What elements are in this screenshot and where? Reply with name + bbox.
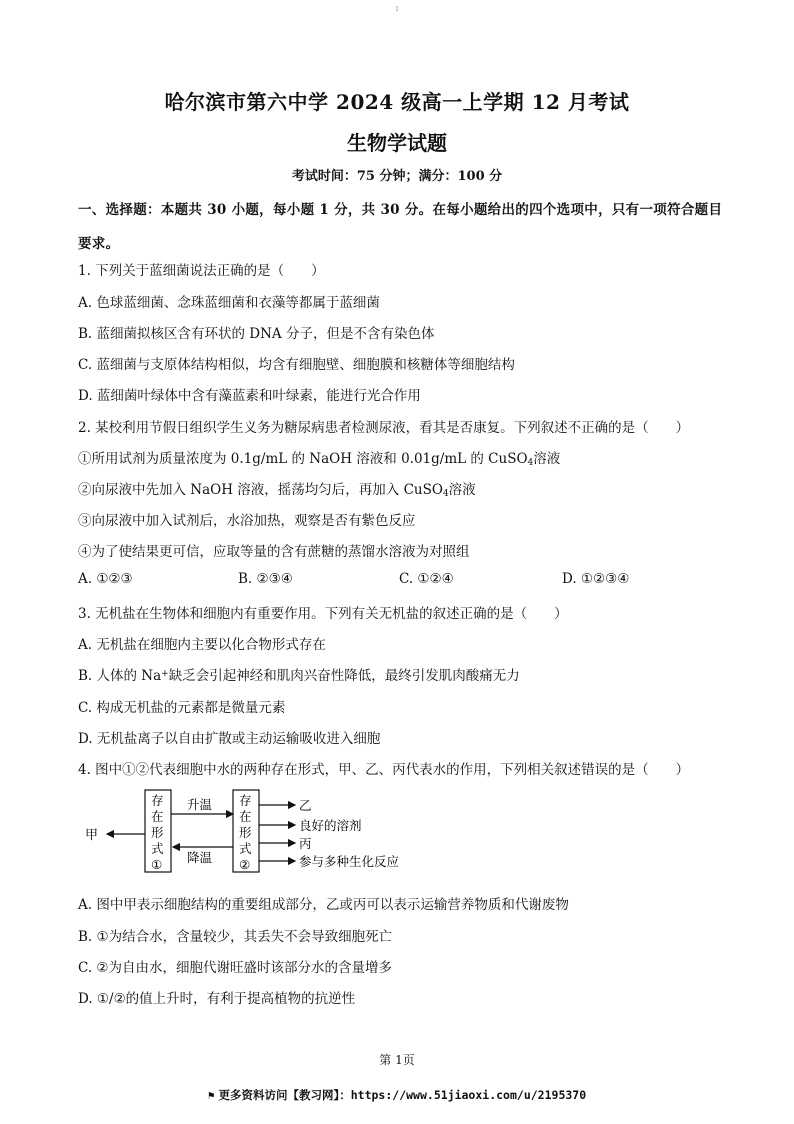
footer-link-text[interactable]: 更多资料访问【教习网】：https://www.51jiaoxi.com/u/2195370	[218, 1088, 587, 1102]
output-yi: 乙	[299, 798, 312, 813]
q2-option-b: B. ②③④	[238, 571, 293, 587]
exam-title: 哈尔滨市第六中学 2024 级高一上学期 12 月考试	[164, 90, 630, 114]
water-form-diagram	[85, 785, 425, 875]
q3-stem: 3. 无机盐在生物体和细胞内有重要作用。下列有关无机盐的叙述正确的是（ ）	[78, 606, 568, 622]
q2-option-a: A. ①②③	[78, 571, 133, 587]
q2-statement-4: ④为了使结果更可信，应取等量的含有蔗糖的蒸馏水溶液为对照组	[78, 544, 470, 560]
q3-option-d: D. 无机盐离子以自由扩散或主动运输吸收进入细胞	[78, 731, 381, 747]
label-cool-down: 降温	[187, 850, 213, 865]
q1-option-b: B. 蓝细菌拟核区含有环状的 DNA 分子，但是不含有染色体	[78, 326, 435, 342]
q4-option-c: C. ②为自由水，细胞代谢旺盛时该部分水的含量增多	[78, 960, 393, 976]
q3-option-c: C. 构成无机盐的元素都是微量元素	[78, 700, 286, 716]
diagram-label-jia: 甲	[85, 828, 99, 843]
page-mark: 1	[395, 6, 399, 13]
output-solvent: 良好的溶剂	[299, 818, 362, 833]
q1-option-a: A. 色球蓝细菌、念珠蓝细菌和衣藻等都属于蓝细菌	[78, 295, 380, 311]
q1-option-c: C. 蓝细菌与支原体结构相似，均含有细胞壁、细胞膜和核糖体等细胞结构	[78, 357, 515, 373]
output-reactions: 参与多种生化反应	[299, 854, 400, 869]
box2-char-4: 式	[239, 841, 252, 856]
box1-char-3: 形	[151, 825, 164, 840]
box1-char-5: ①	[151, 857, 163, 872]
q4-option-b: B. ①为结合水，含量较少，其丢失不会导致细胞死亡	[78, 929, 393, 945]
q2-statement-2: ②向尿液中先加入 NaOH 溶液，摇荡均匀后，再加入 CuSO$_4$溶液	[78, 482, 476, 499]
q4-option-a: A. 图中甲表示细胞结构的重要组成部分，乙或丙可以表示运输营养物质和代谢废物	[78, 897, 569, 913]
q3-option-b: B. 人体的 Na+缺乏会引起神经和肌肉兴奋性降低，最终引发肌肉酸痛无力	[78, 668, 520, 684]
exam-subtitle: 生物学试题	[347, 131, 447, 155]
exam-info: 考试时间：75 分钟；满分：100 分	[291, 169, 503, 184]
q2-stem: 2. 某校利用节假日组织学生义务为糖尿病患者检测尿液，看其是否康复。下列叙述不正确的是（ ）	[78, 420, 690, 436]
q1-stem: 1. 下列关于蓝细菌说法正确的是（ ）	[78, 263, 325, 279]
footer-resource-link[interactable]	[0, 1087, 794, 1103]
section-heading: 一、选择题：本题共 30 小题，每小题 1 分，共 30 分。在每小题给出的四个选项中，只有一项符合题目要求。	[78, 202, 723, 252]
flag-icon: ⚑	[207, 1089, 215, 1102]
box1-char-4: 式	[151, 841, 164, 856]
box1-char-1: 存	[151, 793, 164, 808]
q4-stem: 4. 图中①②代表细胞中水的两种存在形式，甲、乙、丙代表水的作用，下列相关叙述错误的是（ ）	[78, 762, 690, 778]
q1-option-d: D. 蓝细菌叶绿体中含有藻蓝素和叶绿素，能进行光合作用	[78, 388, 421, 404]
page-number: 第 1页	[379, 1053, 415, 1067]
box2-char-3: 形	[239, 825, 252, 840]
q2-option-c: C. ①②④	[399, 571, 454, 587]
q2-option-d: D. ①②③④	[562, 571, 630, 587]
q2-statement-3: ③向尿液中加入试剂后，水浴加热，观察是否有紫色反应	[78, 513, 416, 529]
output-bing: 丙	[299, 836, 312, 851]
q3-option-a: A. 无机盐在细胞内主要以化合物形式存在	[78, 637, 326, 653]
box1-char-2: 在	[151, 809, 164, 824]
box2-char-1: 存	[239, 793, 252, 808]
q4-option-d: D. ①/②的值上升时，有利于提高植物的抗逆性	[78, 991, 356, 1007]
q2-statement-1: ①所用试剂为质量浓度为 0.1g/mL 的 NaOH 溶液和 0.01g/mL 的 CuSO$_4$溶液	[78, 451, 561, 468]
box2-char-2: 在	[239, 809, 252, 824]
box2-char-5: ②	[239, 857, 251, 872]
label-heat-up: 升温	[187, 797, 213, 812]
